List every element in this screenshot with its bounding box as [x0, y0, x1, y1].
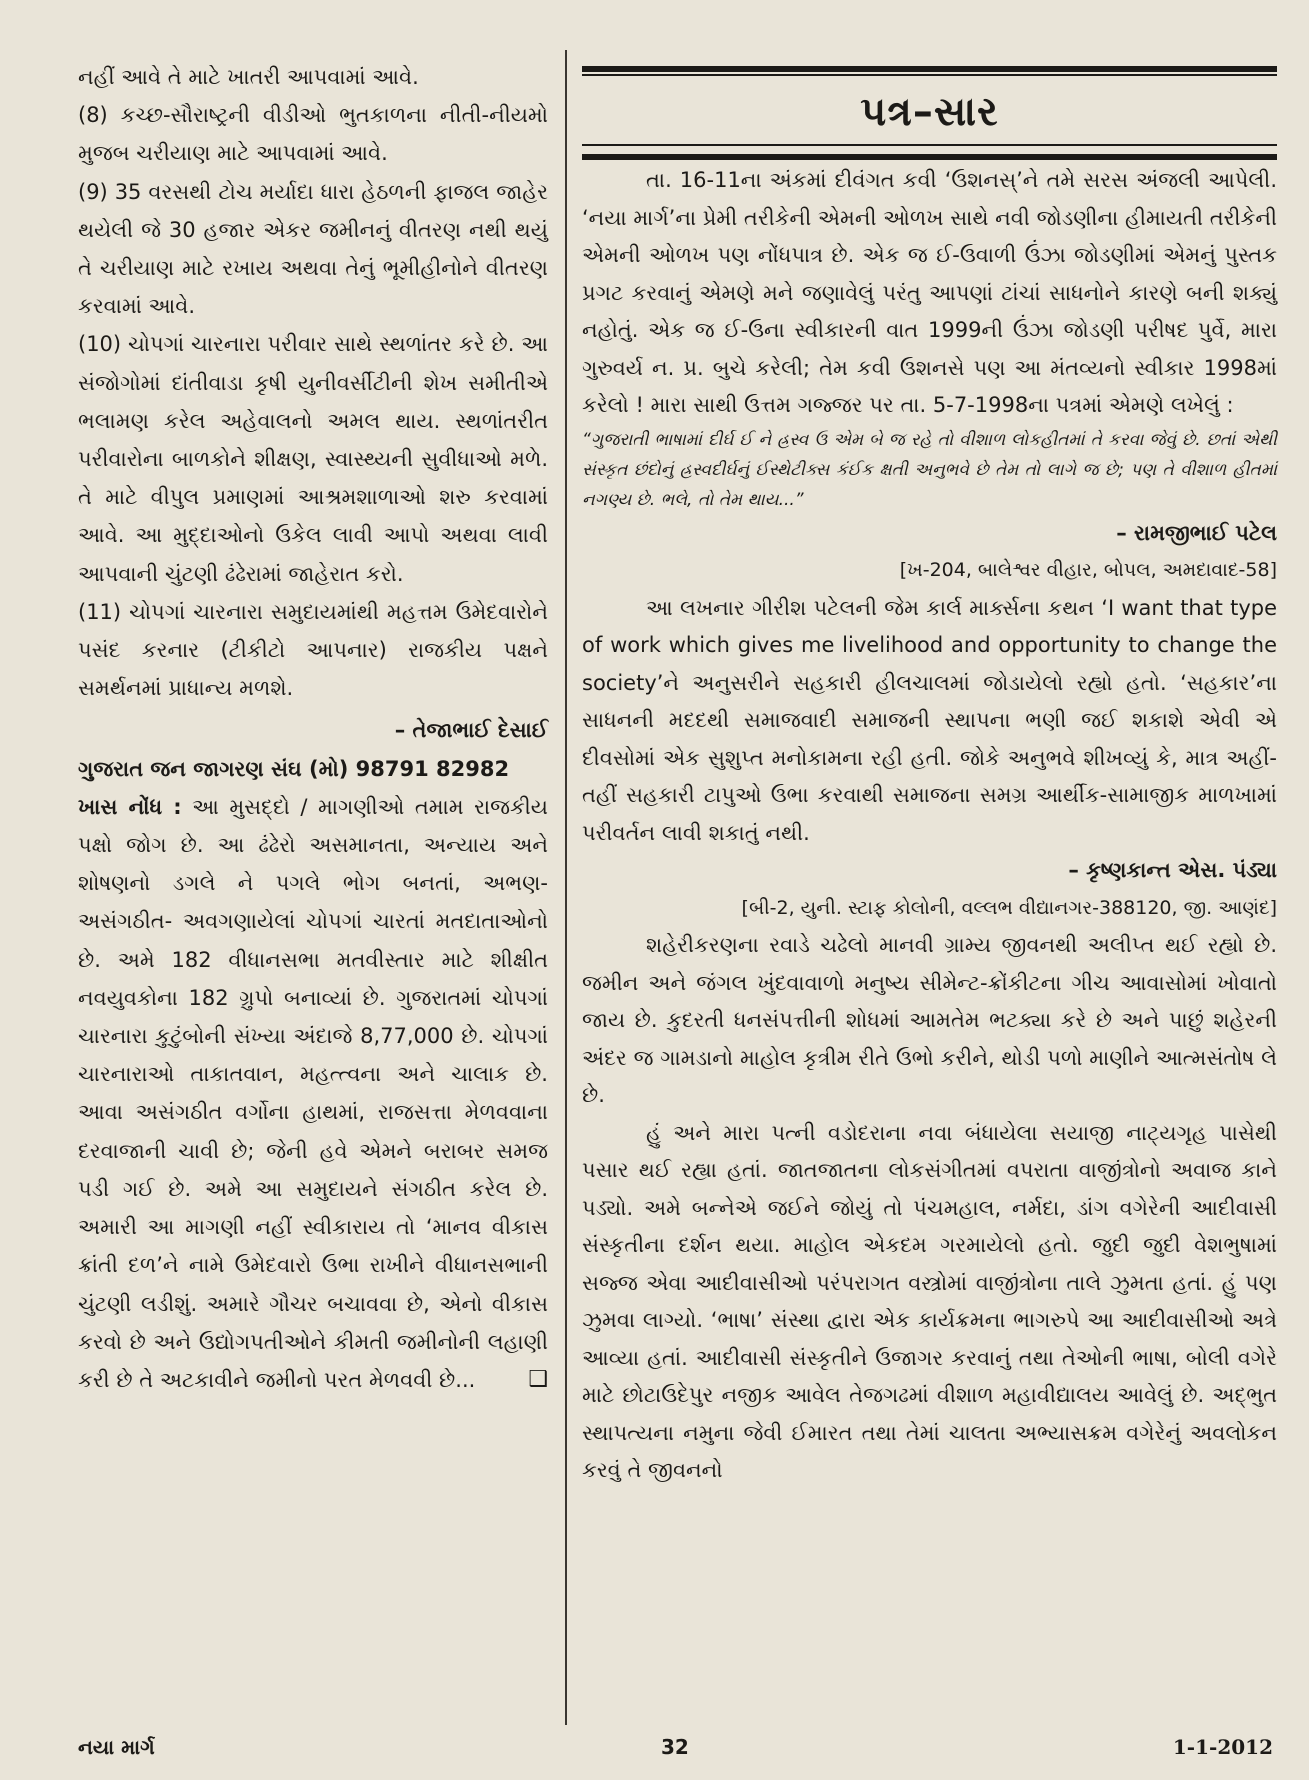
title-rule-bottom: [582, 154, 1277, 160]
end-mark-icon: ❑: [528, 1366, 548, 1392]
right-column: [582, 58, 1277, 1490]
letter1-address: [ખ-204, બાલેશ્વર વીહાર, બોપલ, અમદાવાદ-58]: [899, 559, 1277, 581]
letter2-body: આ લખનાર ગીરીશ પટેલની જેમ કાર્લ માર્ક્સના કથન ‘I want that type of work which gives me livelihood and opportunity to change the society’ને અનુસરીને સહકારી હીલચાલમાં જોડાયેલો રહ્યો હતો. ‘સહકાર’ના સાધનની મદદથી સમાજવાદી સમાજની સ્થાપના ભણી જઈ શકાશે એવી એ દીવસોમાં એક સુશુપ્ત મનોકામના રહી હતી. જોકે અનુભવે શીખવ્યું કે, માત્ર અહીં-તહીં સહકારી ટાપુઓ ઉભા કરવાથી સમાજના સમગ્ર આર્થીક-સામાજીક માળખામાં પરીવર્તન લાવી શકાતું નથી.: [582, 595, 1277, 845]
letter1-quote: “ગુજરાતી ભાષામાં દીર્ઘ ઈ ને હ્રસ્વ ઉ એમ બે જ રહે તો વીશાળ લોકહીતમાં તે કરવા જેવું છે. છતાં એથી સંસ્કૃત છંદોનું હ્રસ્વદીર્ઘનું ઈસ્થેટીક્સ કંઈક ક્ષતી અનુભવે છે તેમ તો લાગે જ છે; પણ તે વીશાળ હીતમાં નગણ્ય છે. ભલે, તો તેમ થાય...”: [582, 429, 1277, 510]
special-note-label: ખાસ નોંધ :: [78, 794, 182, 819]
letter3-paragraph-2: હું અને મારા પત્ની વડોદરાના નવા બંધાયેલા સયાજી નાટ્યગૃહ પાસેથી પસાર થઈ રહ્યા હતાં. જાતજાતના લોકસંગીતમાં વપરાતા વાજીંત્રોનો અવાજ કાને પડ્યો. અમે બન્નેએ જઈને જોયું તો પંચમહાલ, નર્મદા, ડાંગ વગેરેની આદીવાસી સંસ્કૃતીના દર્શન થયા. માહોલ એકદમ ગરમાયેલો હતો. જુદી જુદી વેશભુષામાં સજ્જ એવા આદીવાસીઓ પરંપરાગત વસ્ત્રોમાં વાજીંત્રોના તાલે ઝુમતા હતાં. હું પણ ઝુમવા લાગ્યો. ‘ભાષા’ સંસ્થા દ્વારા એક કાર્યક્રમના ભાગરુપે આ આદીવાસીઓ અત્રે આવ્યા હતાં. આદીવાસી સંસ્કૃતીને ઉજાગર કરવાનું તથા તેઓની ભાષા, બોલી વગેરે માટે છોટાઉદેપુર નજીક આવેલ તેજગઢમાં વીશાળ મહાવીદ્યાલય આવેલું છે. અદ્ભુત સ્થાપત્યના નમુના જેવી ઈમારત તથા તેમાં ચાલતા અભ્યાસક્રમ વગેરેનું અવલોકન કરવું તે જીવનનો: [582, 1120, 1277, 1482]
section-title: પત્ર–સાર: [860, 89, 999, 135]
column-divider: [565, 50, 567, 1725]
footer-magazine-name: નયા માર્ગ: [78, 1735, 155, 1759]
left-column: [78, 58, 548, 1399]
left-signature: – તેજાભાઈ દેસાઈ: [394, 718, 548, 743]
page-footer: [78, 1735, 1273, 1765]
left-paragraph-4: (11) ચોપગાં ચારનારા સમુદાયમાંથી મહત્તમ ઉમેદવારોને પસંદ કરનાર (ટીકીટો આપનાર) રાજકીય પક્ષને સમર્થનમાં પ્રાધાન્ય મળશે.: [78, 599, 548, 701]
left-paragraph-3: (10) ચોપગાં ચારનારા પરીવાર સાથે સ્થળાંતર કરે છે. આ સંજોગોમાં દાંતીવાડા કૃષી યુનીવર્સીટીની શેખ સમીતીએ ભલામણ કરેલ અહેવાલનો અમલ થાય. સ્થળાંતરીત પરીવારોના બાળકોને શીક્ષણ, સ્વાસ્થ્યની સુવીધાઓ મળે. તે માટે વીપુલ પ્રમાણમાં આશ્રમશાળાઓ શરુ કરવામાં આવે. આ મુદ્દાઓનો ઉકેલ લાવી આપો અથવા લાવી આપવાની ચુંટણી ઢંઢેરામાં જાહેરાત કરો.: [78, 332, 548, 586]
footer-date: 1-1-2012: [1172, 1735, 1273, 1759]
letter2-signature: – કૃષ્ણકાન્ત એસ. પંડ્યા: [1068, 858, 1277, 882]
letter2-address: [બી-2, યુની. સ્ટાફ કોલોની, વલ્લભ વીદ્યાનગર-388120, જી. આણંદ]: [741, 896, 1277, 919]
left-paragraph-2: (9) 35 વરસથી ટોચ મર્યાદા ધારા હેઠળની ફાજલ જાહેર થયેલી જે 30 હજાર એકર જમીનનું વીતરણ નથી થયું તે ચરીયાણ માટે રખાય અથવા તેનું ભૂમીહીનોને વીતરણ કરવામાં આવે.: [78, 179, 548, 319]
special-note-text: આ મુસદ્દો / માગણીઓ તમામ રાજકીય પક્ષો જોગ છે. આ ઢંઢેરો અસમાનતા, અન્યાય અને શોષણનો ડગલે ને પગલે ભોગ બનતાં, અભણ-અસંગઠીત- અવગણાયેલાં ચોપગાં ચારતાં મતદાતાઓનો છે. અમે 182 વીધાનસભા મતવીસ્તાર માટે શીક્ષીત નવયુવકોના 182 ગ્રુપો બનાવ્યાં છે. ગુજરાતમાં ચોપગાં ચારનારા કુટુંબોની સંખ્યા અંદાજે 8,77,000 છે. ચોપગાં ચારનારાઓ તાકાતવાન, મહત્ત્વના અને ચાલાક છે. આવા અસંગઠીત વર્ગોના હાથમાં, રાજસત્તા મેળવવાના દરવાજાની ચાવી છે; જેની હવે એમને બરાબર સમજ પડી ગઈ છે. અમે આ સમુદાયને સંગઠીત કરેલ છે. અમારી આ માગણી નહીં સ્વીકારાય તો ‘માનવ વીકાસ ક્રાંતી દળ’ને નામે ઉમેદવારો ઉભા રાખીને વીધાનસભાની ચુંટણી લડીશું. અમારે ગૌચર બચાવવા છે, એનો વીકાસ કરવો છે અને ઉદ્યોગપતીઓને કીમતી જમીનોની લહાણી કરી છે તે અટકાવીને જમીનો પરત મેળવવી છે...: [78, 794, 548, 1392]
left-paragraph-1: (8) કચ્છ-સૌરાષ્ટ્રની વીડીઓ ભુતકાળના નીતી-નીયમો મુજબ ચરીયાણ માટે આપવામાં આવે.: [78, 103, 548, 166]
title-rule-top: [582, 66, 1277, 72]
special-note: [78, 788, 548, 1399]
letter1-body: તા. 16-11ના અંકમાં દીવંગત કવી ‘ઉશનસ્’ને તમે સરસ અંજલી આપેલી. ‘નયા માર્ગ’ના પ્રેમી તરીકેની એમની ઓળખ સાથે નવી જોડણીના હીમાયતી તરીકેની એમની ઓળખ પણ નોંધપાત્ર છે. એક જ ઈ-ઉવાળી ઉંઝા જોડણીમાં એમનું પુસ્તક પ્રગટ કરવાનું એમણે મને જણાવેલું પરંતુ આપણાં ટાંચાં સાધનોને કારણે બની શક્યું નહોતું. એક જ ઈ-ઉના સ્વીકારની વાત 1999ની ઉંઝા જોડણી પરીષદ પુર્વે, મારા ગુરુવર્ય ન. પ્ર. બુચે કરેલી; તેમ કવી ઉશનસે પણ આ મંતવ્યનો સ્વીકાર 1998માં કરેલો ! મારા સાથી ઉત્તમ ગજ્જર પર તા. 5-7-1998ના પત્રમાં એમણે લખેલું :: [582, 168, 1277, 417]
letter3-paragraph-1: શહેરીકરણના રવાડે ચઢેલો માનવી ગ્રામ્ય જીવનથી અલીપ્ત થઈ રહ્યો છે. જમીન અને જંગલ ખુંદવાવાળો મનુષ્ય સીમેન્ટ-ક્રોંકીટના ગીચ આવાસોમાં ખોવાતો જાય છે. કુદરતી ધનસંપત્તીની શોધમાં આમતેમ ભટક્યા કરે છે અને પાછું શહેરની અંદર જ ગામડાનો માહોલ કૃત્રીમ રીતે ઉભો કરીને, થોડી પળો માણીને આત્મસંતોષ લે છે.: [582, 933, 1277, 1107]
footer-page-number: 32: [661, 1735, 689, 1759]
left-paragraph-0: નહીં આવે તે માટે ખાતરી આપવામાં આવે.: [78, 65, 419, 89]
organization-line: ગુજરાત જન જાગરણ સંઘ (મો) 98791 82982: [78, 756, 510, 781]
title-rule-top-thin: [582, 74, 1277, 76]
letter1-signature: – રામજીભાઈ પટેલ: [1116, 520, 1277, 545]
title-rule-bottom-thin: [582, 144, 1277, 146]
